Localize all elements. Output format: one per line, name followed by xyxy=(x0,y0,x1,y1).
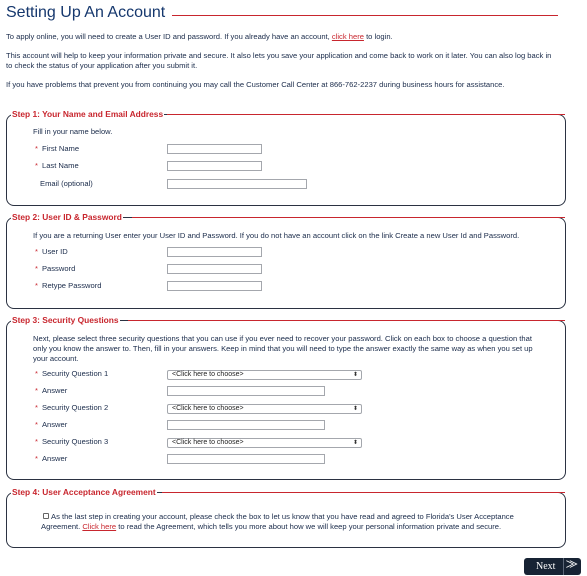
agreement-text-before: As the last step in creating your account, please check the box to let us know that you have read and agreed to Florida's User Acceptance Agreement. xyxy=(41,512,514,531)
security-question-2-label xyxy=(35,403,108,412)
page-title: Setting Up An Account xyxy=(6,4,166,21)
required-mark: * xyxy=(35,386,38,395)
select-arrows-icon: ⬍ xyxy=(352,406,358,412)
next-button[interactable] xyxy=(524,558,581,575)
password-label xyxy=(35,264,75,273)
first-name-input[interactable] xyxy=(167,144,262,154)
select-arrows-icon: ⬍ xyxy=(352,440,358,446)
login-link[interactable]: click here xyxy=(331,32,364,41)
required-mark: * xyxy=(35,161,38,170)
required-mark: * xyxy=(35,403,38,412)
answer-2-label xyxy=(35,420,67,429)
agreement-link[interactable]: Click here xyxy=(82,522,117,531)
retype-password-input[interactable] xyxy=(167,281,262,291)
step1-intro: Fill in your name below. xyxy=(33,127,113,136)
security-question-3-label xyxy=(35,437,108,446)
step4-legend: Step 4: User Acceptance Agreement xyxy=(12,487,156,497)
security-question-1-label xyxy=(35,369,108,378)
agreement-text xyxy=(41,512,541,532)
last-name-label xyxy=(35,161,79,170)
answer-3-label xyxy=(35,454,67,463)
intro-login-after: to login. xyxy=(363,32,393,41)
answer-1-label-text: Answer xyxy=(41,386,68,395)
step2-intro: If you are a returning User enter your User ID and Password. If you do not have an account click on the link Create a new User Id and Password. xyxy=(33,231,520,240)
title-divider xyxy=(172,15,558,16)
intro-help-text: If you have problems that prevent you from continuing you may call the Customer Call Center at 866-762-2237 during business hours for assistance. xyxy=(6,80,505,89)
answer-2-input[interactable] xyxy=(167,420,325,430)
step2-legend-rule xyxy=(132,217,565,218)
security-question-3-select[interactable] xyxy=(167,438,362,448)
first-name-label xyxy=(35,144,79,153)
select-arrows-icon: ⬍ xyxy=(352,372,358,378)
step4-section xyxy=(6,487,566,548)
email-label: Email (optional) xyxy=(40,179,93,188)
step2-section xyxy=(6,212,566,309)
step4-legend-rule xyxy=(162,492,565,493)
required-mark: * xyxy=(35,437,38,446)
security-question-1-label-text: Security Question 1 xyxy=(41,369,109,378)
security-question-2-label-text: Security Question 2 xyxy=(41,403,109,412)
step3-section xyxy=(6,315,566,480)
intro-login-text xyxy=(6,32,558,42)
next-button-label: Next xyxy=(536,561,556,572)
arrow-right-icon: ⨠ xyxy=(566,559,578,570)
agreement-text-after: to read the Agreement, which tells you more about how we will keep your personal information private and secure. xyxy=(116,522,502,531)
first-name-label-text: First Name xyxy=(41,144,80,153)
step3-legend-rule xyxy=(128,320,565,321)
intro-account-text: This account will help to keep your information private and secure. It also lets you save your application and come back to work on it later. You can also log back in to check the status of your application after you submit it. xyxy=(6,51,552,70)
password-input[interactable] xyxy=(167,264,262,274)
required-mark: * xyxy=(35,454,38,463)
answer-1-label xyxy=(35,386,67,395)
required-mark: * xyxy=(35,144,38,153)
answer-3-input[interactable] xyxy=(167,454,325,464)
step3-legend: Step 3: Security Questions xyxy=(12,315,119,325)
answer-3-label-text: Answer xyxy=(41,454,68,463)
last-name-input[interactable] xyxy=(167,161,262,171)
next-button-divider xyxy=(563,558,564,575)
security-question-3-selected: <Click here to choose> xyxy=(172,439,244,446)
security-question-2-selected: <Click here to choose> xyxy=(172,405,244,412)
required-mark: * xyxy=(35,247,38,256)
retype-password-label-text: Retype Password xyxy=(41,281,102,290)
user-id-label xyxy=(35,247,68,256)
security-question-1-select[interactable] xyxy=(167,370,362,380)
required-mark: * xyxy=(35,281,38,290)
step1-legend-rule xyxy=(167,114,565,115)
required-mark: * xyxy=(35,264,38,273)
step1-legend: Step 1: Your Name and Email Address xyxy=(12,109,164,119)
security-question-2-select[interactable] xyxy=(167,404,362,414)
answer-2-label-text: Answer xyxy=(41,420,68,429)
user-id-label-text: User ID xyxy=(41,247,68,256)
step2-legend: Step 2: User ID & Password xyxy=(12,212,122,222)
email-input[interactable] xyxy=(167,179,307,189)
retype-password-label xyxy=(35,281,101,290)
security-question-1-selected: <Click here to choose> xyxy=(172,371,244,378)
last-name-label-text: Last Name xyxy=(41,161,79,170)
page-header xyxy=(6,4,558,26)
security-question-3-label-text: Security Question 3 xyxy=(41,437,109,446)
step3-intro: Next, please select three security questions that you can use if you ever need to recover your password. Click on each box to choose a question that only you know the answer to. Then, fill in your answers. Keep in mind that you will need to type the answer exactly the same way as when you set up your account. xyxy=(33,334,533,363)
password-label-text: Password xyxy=(41,264,76,273)
intro-login-before: To apply online, you will need to create a User ID and password. If you already have an account, xyxy=(6,32,332,41)
answer-1-input[interactable] xyxy=(167,386,325,396)
required-mark: * xyxy=(35,420,38,429)
step1-section xyxy=(6,109,566,206)
user-id-input[interactable] xyxy=(167,247,262,257)
required-mark: * xyxy=(35,369,38,378)
